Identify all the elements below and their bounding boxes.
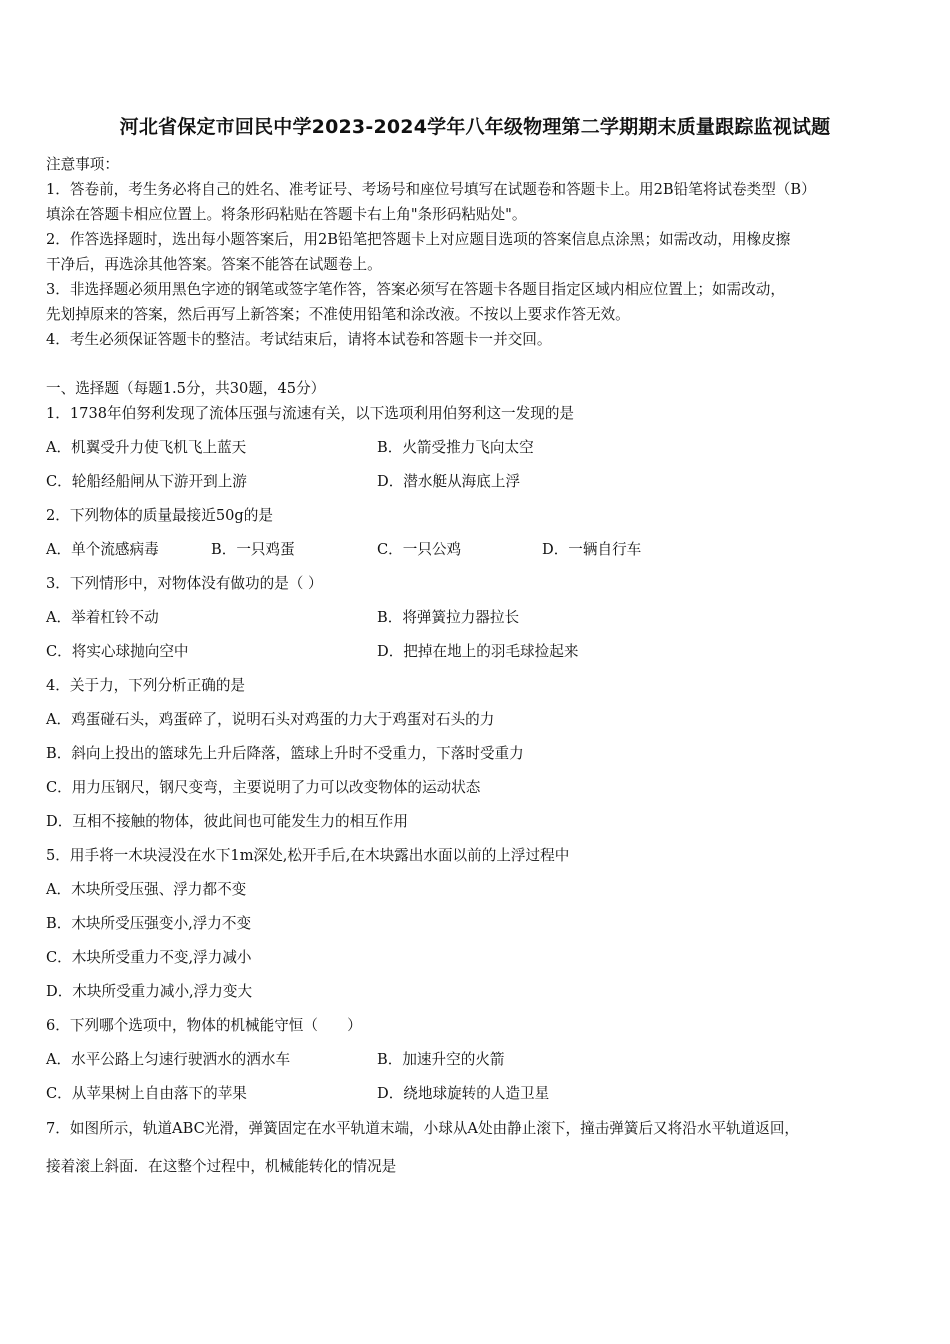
option-c: C．轮船经船闸从下游开到上游 [46,473,247,490]
option-d: D．一辆自行车 [542,541,642,558]
option-a: A．木块所受压强、浮力都不变 [46,881,247,898]
option-b: B．一只鸡蛋 [211,541,295,558]
section-heading: 一、选择题（每题1.5分，共30题，45分） [46,380,326,397]
option-d: D．把掉在地上的羽毛球捡起来 [377,643,579,660]
option-c: C．将实心球抛向空中 [46,643,189,660]
option-a: A．机翼受升力使飞机飞上蓝天 [46,439,247,456]
option-d: D．木块所受重力减小,浮力变大 [46,983,253,1000]
option-c: C．木块所受重力不变,浮力减小 [46,949,252,966]
option-c: C．从苹果树上自由落下的苹果 [46,1085,247,1102]
question-stem: 7．如图所示，轨道ABC光滑，弹簧固定在水平轨道末端，小球从A处由静止滚下，撞击弹簧后又将沿水平轨道返回， [46,1120,800,1137]
option-b: B．斜向上投出的篮球先上升后降落，篮球上升时不受重力，下落时受重力 [46,745,524,762]
question-stem: 5．用手将一木块浸没在水下1m深处,松开手后,在木块露出水面以前的上浮过程中 [46,847,570,864]
option-b: B．将弹簧拉力器拉长 [377,609,520,626]
option-d: D．互相不接触的物体，彼此间也可能发生力的相互作用 [46,813,408,830]
question-stem: 2．下列物体的质量最接近50g的是 [46,507,273,524]
notice-line: 干净后，再选涂其他答案。答案不能答在试题卷上。 [46,256,382,273]
option-b: B．火箭受推力飞向太空 [377,439,534,456]
exam-title: 河北省保定市回民中学2023-2024学年八年级物理第二学期期末质量跟踪监视试题 [119,116,831,138]
option-a: A．单个流感病毒 [46,541,159,558]
option-d: D．潜水艇从海底上浮 [377,473,521,490]
notice-line: 1．答卷前，考生务必将自己的姓名、准考证号、考场号和座位号填写在试题卷和答题卡上。用2B铅笔将试卷类型（B） [46,181,816,198]
option-c: C．用力压钢尺，钢尺变弯，主要说明了力可以改变物体的运动状态 [46,779,481,796]
question-stem: 1．1738年伯努利发现了流体压强与流速有关，以下选项利用伯努利这一发现的是 [46,405,575,422]
notice-line: 先划掉原来的答案，然后再写上新答案；不准使用铅笔和涂改液。不按以上要求作答无效。 [46,306,630,323]
option-a: A．鸡蛋碰石头，鸡蛋碎了，说明石头对鸡蛋的力大于鸡蛋对石头的力 [46,711,495,728]
question-stem: 3．下列情形中，对物体没有做功的是（ ） [46,575,323,592]
notice-line: 3．非选择题必须用黑色字迹的钢笔或签字笔作答，答案必须写在答题卡各题目指定区域内相应位置上；如需改动， [46,281,785,298]
notice-line: 填涂在答题卡相应位置上。将条形码粘贴在答题卡右上角"条形码粘贴处"。 [46,206,527,223]
notice-line: 4．考生必须保证答题卡的整洁。考试结束后，请将本试卷和答题卡一并交回。 [46,331,552,348]
option-a: A．举着杠铃不动 [46,609,159,626]
notice-line: 2．作答选择题时，选出每小题答案后，用2B铅笔把答题卡上对应题目选项的答案信息点涂黑；如需改动，用橡皮擦 [46,231,791,248]
option-a: A．水平公路上匀速行驶洒水的洒水车 [46,1051,291,1068]
option-b: B．加速升空的火箭 [377,1051,505,1068]
option-d: D．绕地球旋转的人造卫星 [377,1085,550,1102]
question-stem: 4．关于力，下列分析正确的是 [46,677,246,694]
option-c: C．一只公鸡 [377,541,462,558]
notice-heading: 注意事项： [46,156,119,173]
question-stem-continued: 接着滚上斜面．在这整个过程中，机械能转化的情况是 [46,1158,397,1175]
question-stem: 6．下列哪个选项中，物体的机械能守恒（ ） [46,1017,362,1034]
option-b: B．木块所受压强变小,浮力不变 [46,915,252,932]
